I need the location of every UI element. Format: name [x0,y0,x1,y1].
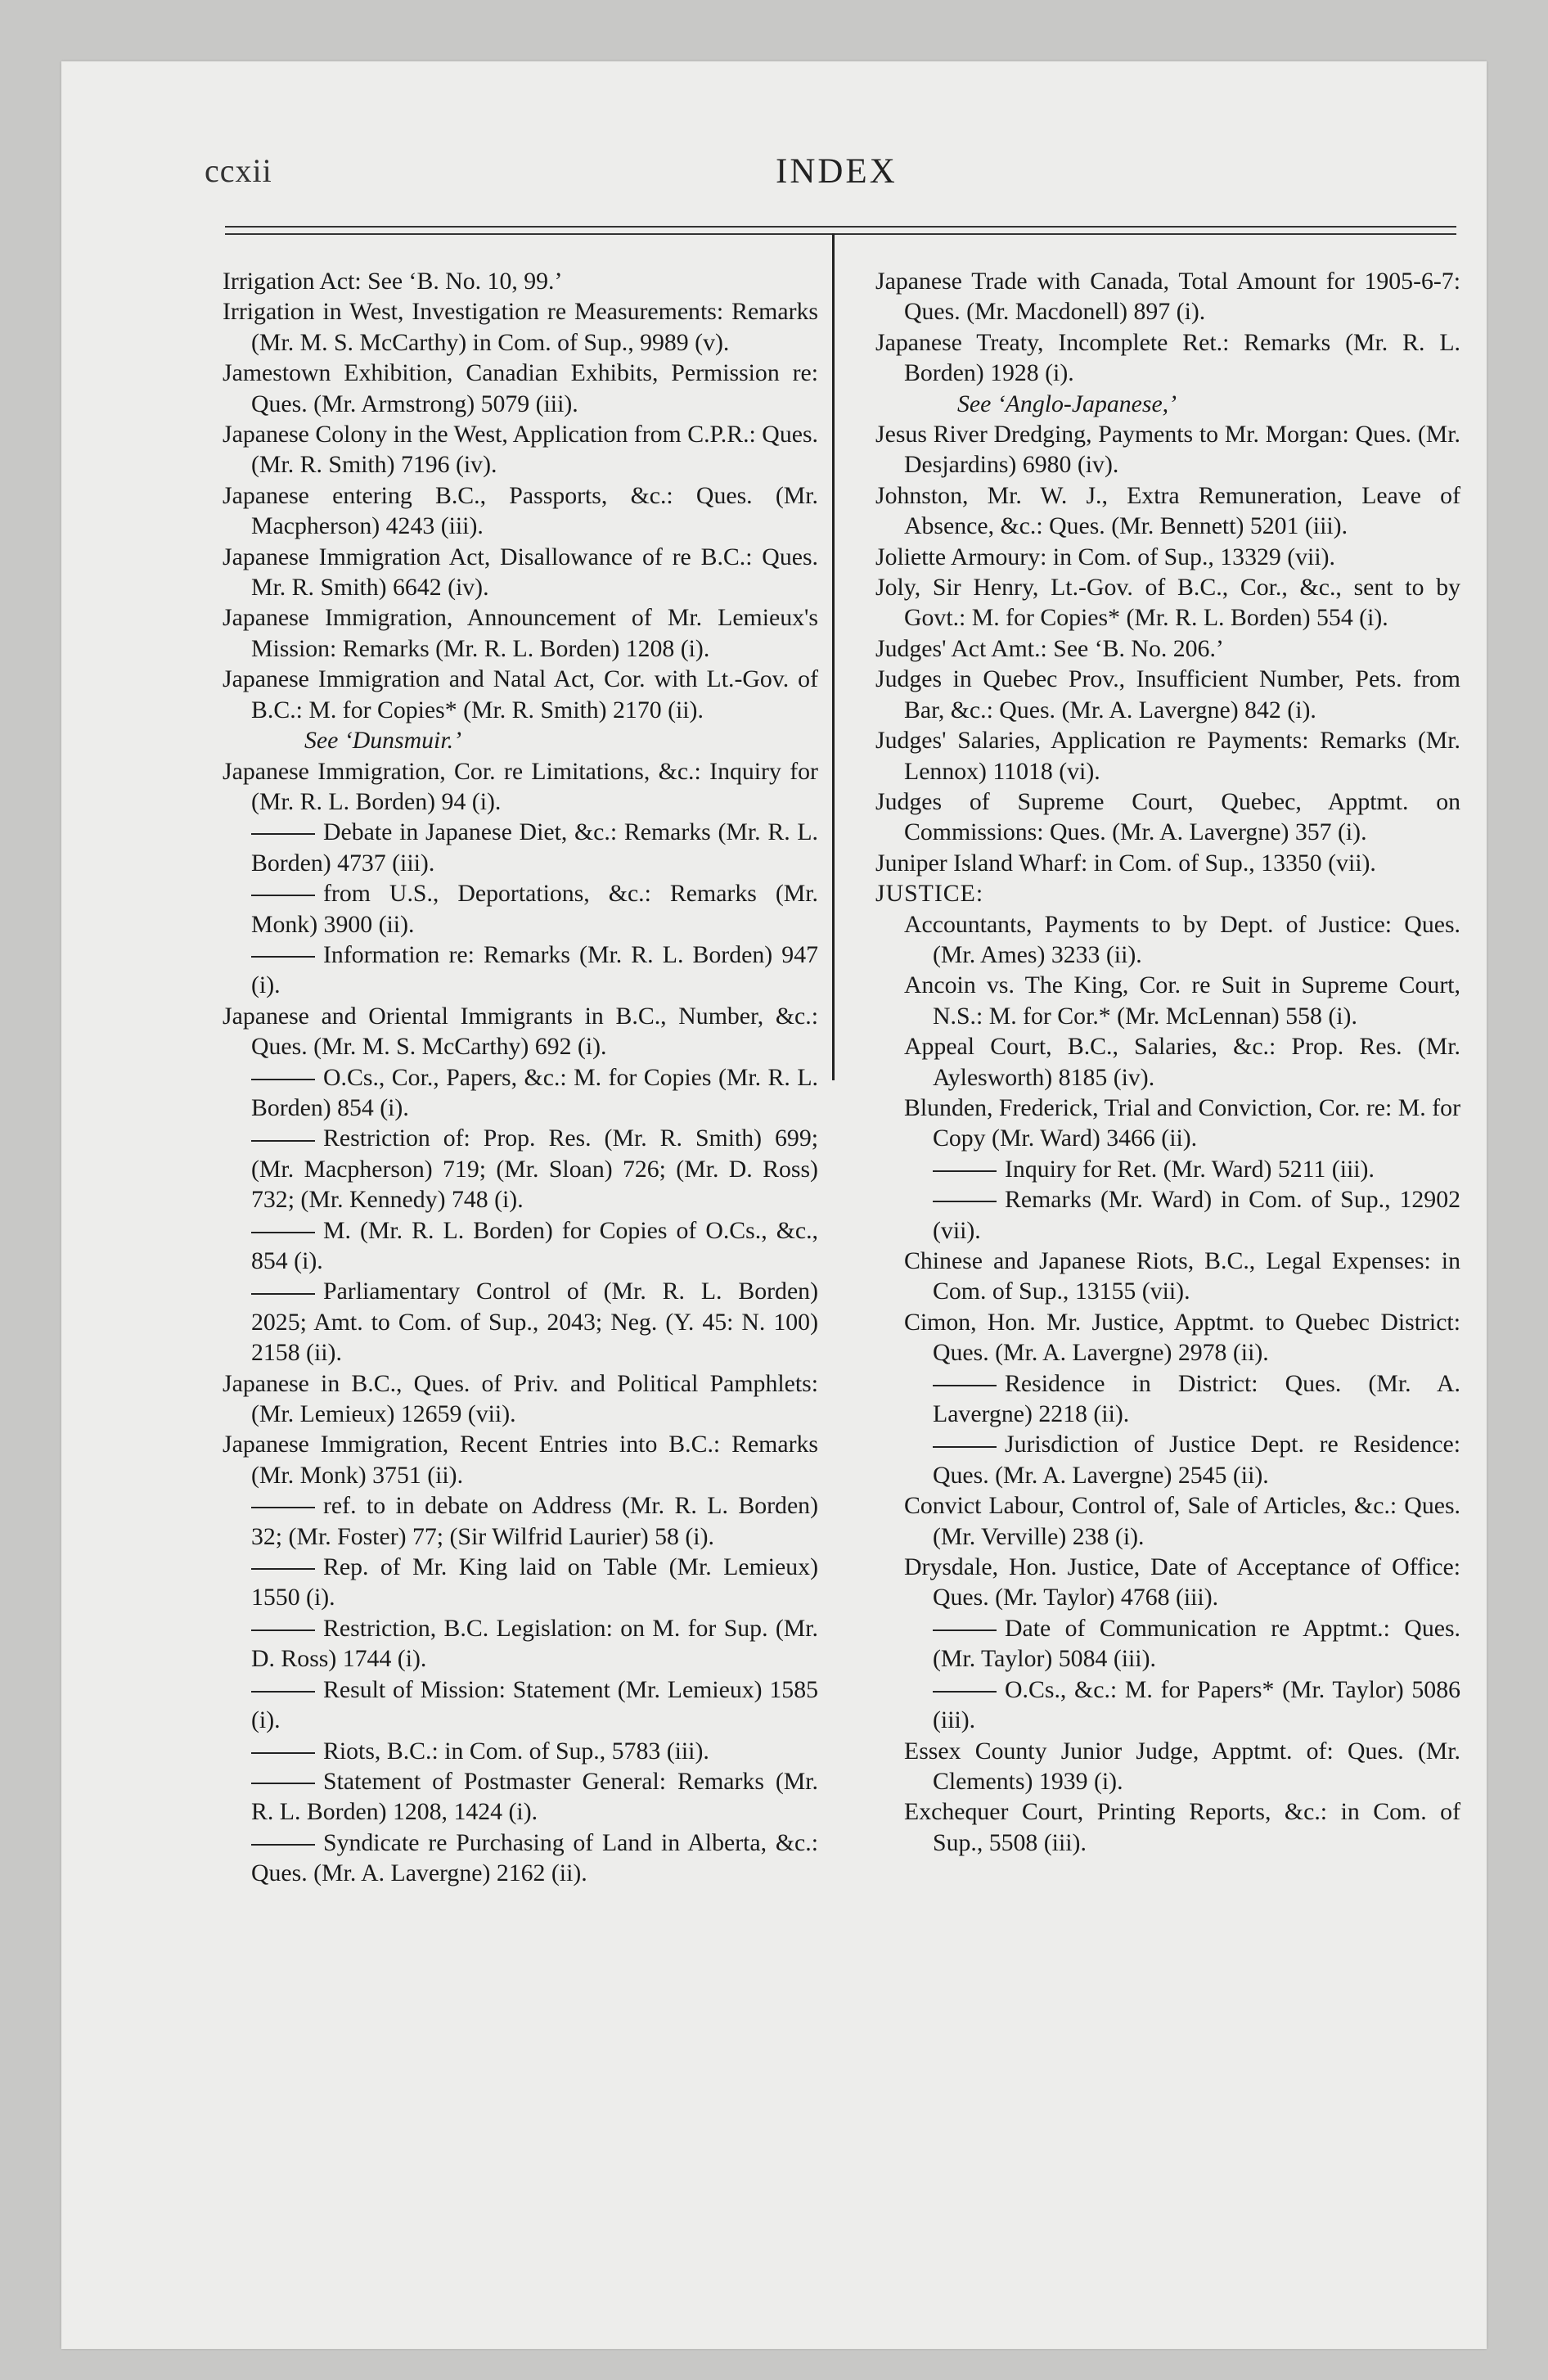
entry-text: Japanese entering B.C., Passports, &c.: Ques. (Mr. Macpherson) 4243 (iii). [223,481,818,540]
index-entry [875,848,1460,878]
index-entry [875,725,1460,787]
entry-text: Irrigation in West, Investigation re Measurements: Remarks (Mr. M. S. McCarthy) in Com. of Sup., 9989 (v). [223,298,818,356]
ditto-dash [251,1293,315,1295]
index-subentry [223,1766,818,1828]
entry-text: JUSTICE: [875,880,984,908]
index-entry [875,419,1460,480]
index-subentry [223,1490,818,1552]
ditto-dash [251,1568,315,1570]
ditto-dash [251,1232,315,1233]
index-entry [875,572,1460,633]
index-subentry [223,1675,818,1736]
entry-text: Parliamentary Control of (Mr. R. L. Borden) 2025; Amt. to Com. of Sup., 2043; Neg. (Y. 45: N. 100) 2158 (ii). [251,1278,818,1367]
index-subentry [875,1184,1460,1246]
entry-text: Judges' Salaries, Application re Payments: Remarks (Mr. Lennox) 11018 (vi). [875,727,1460,785]
index-subentry [223,940,818,1001]
ditto-dash [933,1691,997,1693]
index-subentry [875,1429,1460,1490]
entry-text: Juniper Island Wharf: in Com. of Sup., 13350 (vii). [875,849,1376,877]
index-entry [223,480,818,542]
page-title: INDEX [776,152,898,191]
header-rule-top [225,226,1456,228]
index-entry [223,1429,818,1490]
entry-text: Jamestown Exhibition, Canadian Exhibits, Permission re: Ques. (Mr. Armstrong) 5079 (iii). [223,359,818,417]
ditto-dash [251,1629,315,1631]
entry-text: Japanese Treaty, Incomplete Ret.: Remarks (Mr. R. L. Borden) 1928 (i). [875,328,1460,387]
index-entry [223,296,818,358]
entry-text: See ‘Anglo-Japanese,’ [957,390,1177,417]
entry-text: Japanese Trade with Canada, Total Amount for 1905-6-7: Ques. (Mr. Macdonell) 897 (i). [875,268,1460,326]
index-subentry [223,817,818,878]
ditto-dash [933,1385,997,1386]
entry-text: Japanese Immigration, Recent Entries into B.C.: Remarks (Mr. Monk) 3751 (ii). [223,1431,818,1489]
index-subentry [223,1062,818,1124]
ditto-dash [251,1783,315,1784]
entry-text: O.Cs., &c.: M. for Papers* (Mr. Taylor) 5086 (iii). [933,1675,1460,1734]
index-subentry [223,1613,818,1675]
entry-text: Jurisdiction of Justice Dept. re Residence: Ques. (Mr. A. Lavergne) 2545 (ii). [933,1431,1460,1489]
entry-text: See ‘Dunsmuir.’ [304,727,461,755]
entry-text: Japanese Colony in the West, Application from C.P.R.: Ques. (Mr. R. Smith) 7196 (iv). [223,421,818,479]
index-entry [875,909,1460,971]
entry-text: Jesus River Dredging, Payments to Mr. Morgan: Ques. (Mr. Desjardins) 6980 (iv). [875,421,1460,479]
entry-text: Appeal Court, B.C., Salaries, &c.: Prop. Res. (Mr. Aylesworth) 8185 (iv). [904,1033,1460,1091]
entry-text: Syndicate re Purchasing of Land in Alberta, &c.: Ques. (Mr. A. Lavergne) 2162 (ii). [251,1828,818,1887]
index-entry [875,787,1460,848]
index-entry [875,633,1460,664]
index-entry [875,266,1460,327]
entry-text: Riots, B.C.: in Com. of Sup., 5783 (iii). [323,1737,709,1765]
index-entry [223,602,818,664]
index-subentry [223,1276,818,1368]
page-number: ccxii [205,152,272,189]
index-entry [875,1490,1460,1552]
index-subentry [875,1368,1460,1430]
index-subentry [223,1123,818,1215]
entry-text: Judges' Act Amt.: See ‘B. No. 206.’ [875,634,1224,662]
index-entry [223,266,818,296]
index-column-right [875,266,1460,1858]
entry-text: Restriction of: Prop. Res. (Mr. R. Smith) 699; (Mr. Macpherson) 719; (Mr. Sloan) 726; (Mr. D. Ross) 732; (Mr. Kennedy) 748 (i). [251,1125,818,1214]
index-entry [875,970,1460,1031]
entry-text: Result of Mission: Statement (Mr. Lemieux) 1585 (i). [251,1675,818,1734]
entry-text: Blunden, Frederick, Trial and Conviction, Cor. re: M. for Copy (Mr. Ward) 3466 (ii). [904,1093,1460,1152]
index-entry [875,1093,1460,1154]
index-subentry [223,1736,818,1766]
index-column-left [223,266,818,1889]
entry-text: Japanese Immigration and Natal Act, Cor. with Lt.-Gov. of B.C.: M. for Copies* (Mr. R. Smith) 2170 (ii). [223,665,818,723]
index-entry [875,1796,1460,1858]
index-entry [875,327,1460,389]
entry-text: Japanese Immigration, Announcement of Mr. Lemieux's Mission: Remarks (Mr. R. L. Borden) 1208 (i). [223,604,818,662]
ditto-dash [251,895,315,896]
see-reference [875,389,1460,419]
index-entry [875,1307,1460,1368]
index-entry [875,1031,1460,1093]
index-entry [223,542,818,603]
entry-text: Japanese Immigration, Cor. re Limitations, &c.: Inquiry for (Mr. R. L. Borden) 94 (i). [223,757,818,815]
ditto-dash [251,1079,315,1080]
ditto-dash [251,1507,315,1508]
entry-text: Exchequer Court, Printing Reports, &c.: in Com. of Sup., 5508 (iii). [904,1798,1460,1856]
entry-text: Remarks (Mr. Ward) in Com. of Sup., 12902 (vii). [933,1186,1460,1244]
entry-text: Debate in Japanese Diet, &c.: Remarks (Mr. R. L. Borden) 4737 (iii). [251,818,818,877]
index-entry [875,542,1460,572]
entry-text: Accountants, Payments to by Dept. of Justice: Ques. (Mr. Ames) 3233 (ii). [904,910,1460,968]
header-rule-bottom [225,233,1456,235]
ditto-dash [251,956,315,958]
index-entry [223,358,818,419]
entry-text: Johnston, Mr. W. J., Extra Remuneration, Leave of Absence, &c.: Ques. (Mr. Bennett) 5201 (iii). [875,481,1460,540]
entry-text: Judges of Supreme Court, Quebec, Apptmt. on Commissions: Ques. (Mr. A. Lavergne) 357 (i). [875,787,1460,846]
index-entry [223,664,818,725]
index-entry [875,664,1460,725]
ditto-dash [251,1691,315,1693]
entry-text: Statement of Postmaster General: Remarks (Mr. R. L. Borden) 1208, 1424 (i). [251,1767,818,1826]
entry-text: Japanese and Oriental Immigrants in B.C., Number, &c.: Ques. (Mr. M. S. McCarthy) 692 (i). [223,1002,818,1061]
entry-text: O.Cs., Cor., Papers, &c.: M. for Copies (Mr. R. L. Borden) 854 (i). [251,1063,818,1121]
ditto-dash [933,1170,997,1172]
index-entry [875,480,1460,542]
index-entry [223,756,818,818]
index-entry [875,1552,1460,1613]
ditto-dash [933,1446,997,1448]
entry-text: from U.S., Deportations, &c.: Remarks (Mr. Monk) 3900 (ii). [251,880,818,938]
index-subentry [875,1675,1460,1736]
entry-text: Drysdale, Hon. Justice, Date of Acceptance of Office: Ques. (Mr. Taylor) 4768 (iii). [904,1553,1460,1611]
index-entry [223,1368,818,1430]
index-subentry [223,1828,818,1889]
ditto-dash [251,1752,315,1754]
entry-text: Essex County Junior Judge, Apptmt. of: Ques. (Mr. Clements) 1939 (i). [904,1737,1460,1795]
index-entry [875,1246,1460,1307]
entry-text: Japanese Immigration Act, Disallowance of re B.C.: Ques. Mr. R. Smith) 6642 (iv). [223,543,818,602]
entry-text: Date of Communication re Apptmt.: Ques. (Mr. Taylor) 5084 (iii). [933,1614,1460,1673]
ditto-dash [933,1629,997,1631]
entry-text: Residence in District: Ques. (Mr. A. Lavergne) 2218 (ii). [933,1369,1460,1428]
index-subentry [875,1613,1460,1675]
section-heading [875,878,1460,908]
index-subentry [875,1154,1460,1184]
index-subentry [223,878,818,940]
entry-text: ref. to in debate on Address (Mr. R. L. Borden) 32; (Mr. Foster) 77; (Sir Wilfrid Laurier) 58 (i). [251,1492,818,1550]
ditto-dash [933,1201,997,1202]
index-entry [875,1736,1460,1797]
ditto-dash [251,833,315,835]
ditto-dash [251,1140,315,1142]
entry-text: Chinese and Japanese Riots, B.C., Legal Expenses: in Com. of Sup., 13155 (vii). [904,1247,1460,1305]
entry-text: M. (Mr. R. L. Borden) for Copies of O.Cs., &c., 854 (i). [251,1216,818,1274]
entry-text: Rep. of Mr. King laid on Table (Mr. Lemieux) 1550 (i). [251,1553,818,1611]
entry-text: Judges in Quebec Prov., Insufficient Number, Pets. from Bar, &c.: Ques. (Mr. A. Lavergne) 842 (i). [875,665,1460,723]
index-subentry [223,1215,818,1277]
entry-text: Japanese in B.C., Ques. of Priv. and Political Pamphlets: (Mr. Lemieux) 12659 (vii). [223,1369,818,1428]
ditto-dash [251,1844,315,1846]
entry-text: Joliette Armoury: in Com. of Sup., 13329 (vii). [875,543,1335,570]
entry-text: Convict Labour, Control of, Sale of Articles, &c.: Ques. (Mr. Verville) 238 (i). [904,1492,1460,1550]
entry-text: Restriction, B.C. Legislation: on M. for Sup. (Mr. D. Ross) 1744 (i). [251,1614,818,1673]
column-divider [832,233,835,1080]
entry-text: Joly, Sir Henry, Lt.-Gov. of B.C., Cor., &c., sent to by Govt.: M. for Copies* (Mr. R. L. Borden) 554 (i). [875,574,1460,632]
entry-text: Cimon, Hon. Mr. Justice, Apptmt. to Quebec District: Ques. (Mr. A. Lavergne) 2978 (ii). [904,1308,1460,1367]
index-entry [223,1001,818,1062]
entry-text: Inquiry for Ret. (Mr. Ward) 5211 (iii). [1005,1155,1375,1183]
entry-text: Information re: Remarks (Mr. R. L. Borden) 947 (i). [251,940,818,999]
entry-text: Irrigation Act: See ‘B. No. 10, 99.’ [223,268,563,295]
entry-text: Ancoin vs. The King, Cor. re Suit in Supreme Court, N.S.: M. for Cor.* (Mr. McLennan) 558 (i). [904,971,1460,1030]
index-entry [223,419,818,480]
see-reference [223,725,818,755]
index-subentry [223,1552,818,1613]
